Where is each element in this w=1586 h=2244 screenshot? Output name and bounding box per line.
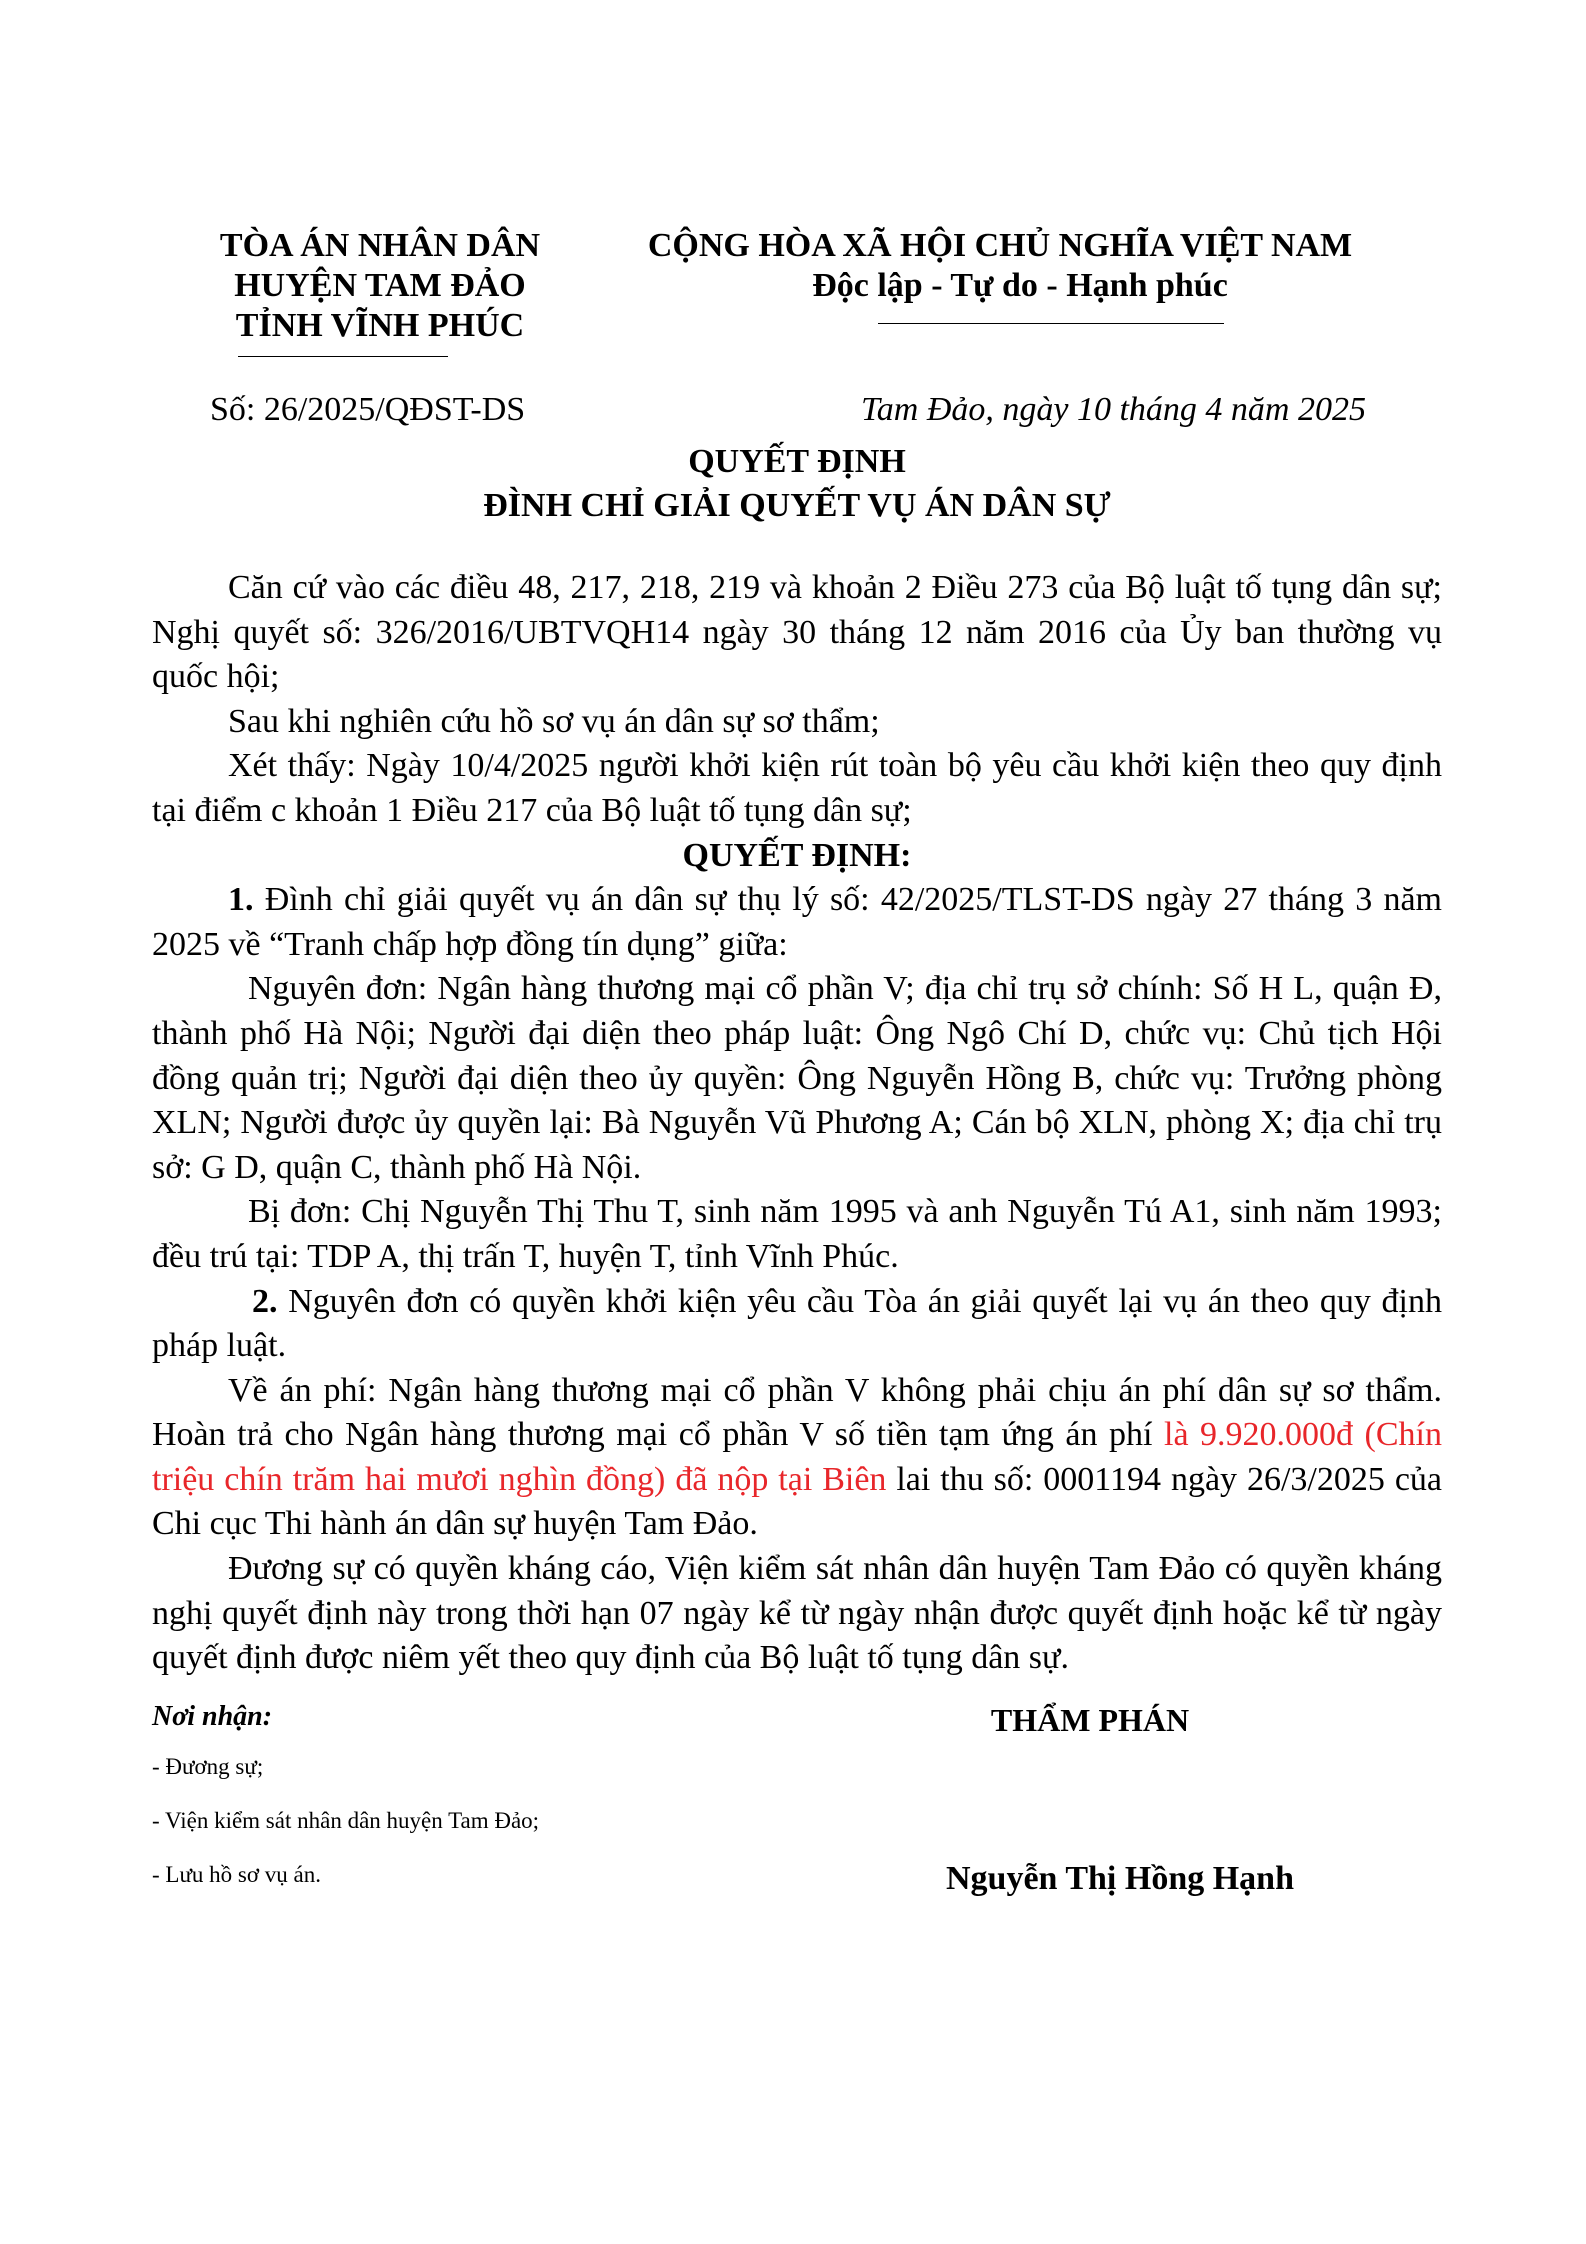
- nation-name: CỘNG HÒA XÃ HỘI CHỦ NGHĨA VIỆT NAM: [647, 227, 1353, 264]
- court-fee-paragraph: [152, 1369, 1442, 1547]
- plaintiff-paragraph: Nguyên đơn: Ngân hàng thương mại cổ phần V; địa chỉ trụ sở chính: Số H L, quận Đ, thành phố Hà Nội; Người đại diện theo pháp luật: Ông Ngô Chí D, chức vụ: Chủ tịch Hội đồng quản trị; Người đại diện theo ủy quyền: Ông Nguyễn Hồng B, chức vụ: Trưởng phòng XLN; Người được ủy quyền lại: Bà Nguyễn Vũ Phương A; Cán bộ XLN, phòng X; địa chỉ trụ sở: G D, quận C, thành phố Hà Nội.: [152, 970, 1442, 1186]
- signature-name: Nguyễn Thị Hồng Hạnh: [945, 1860, 1294, 1897]
- document-body: [152, 566, 1442, 1681]
- court-name-line2: HUYỆN TAM ĐẢO: [234, 267, 526, 304]
- defendant-paragraph: Bị đơn: Chị Nguyễn Thị Thu T, sinh năm 1995 và anh Nguyễn Tú A1, sinh năm 1993; đều trú tại: TDP A, thị trấn T, huyện T, tỉnh Vĩnh Phúc.: [152, 1193, 1442, 1275]
- nation-header: [620, 226, 1380, 306]
- item-2-text: Nguyên đơn có quyền khởi kiện yêu cầu Tòa án giải quyết lại vụ án theo quy định pháp luật.: [152, 1282, 1442, 1365]
- decision-item-1: [152, 878, 1442, 967]
- document-title: [152, 440, 1442, 528]
- document-number: Số: 26/2025/QĐST-DS: [210, 391, 526, 428]
- recipients-block: [152, 1700, 539, 1890]
- fee-text-part1: Về án phí: Ngân hàng thương mại cổ phần V không phải chịu án phí dân sự sơ thẩm. Hoàn trả cho Ngân hàng thương mại cổ phần V số tiền tạm ứng án phí: [152, 1371, 1442, 1454]
- place-date: Tam Đảo, ngày 10 tháng 4 năm 2025: [861, 391, 1366, 428]
- appeal-paragraph: Đương sự có quyền kháng cáo, Viện kiểm sát nhân dân huyện Tam Đảo có quyền kháng nghị quyết định này trong thời hạn 07 ngày kể từ ngày nhận được quyết định hoặc kể từ ngày quyết định được niêm yết theo quy định của Bộ luật tố tụng dân sự.: [152, 1550, 1442, 1677]
- study-paragraph: Sau khi nghiên cứu hồ sơ vụ án dân sự sơ thẩm;: [228, 702, 880, 740]
- fee-amount-highlight: là 9.920.000đ (Chín triệu chín trăm hai mươi nghìn đồng) đã nộp tại Biên: [152, 1416, 1443, 1498]
- court-name-line3: TỈNH VĨNH PHÚC: [235, 307, 525, 344]
- item-1-number: 1.: [228, 881, 254, 919]
- court-header-underline: [238, 356, 448, 357]
- signature-title: THẨM PHÁN: [990, 1702, 1190, 1738]
- recipient-item: - Lưu hồ sơ vụ án.: [152, 1862, 321, 1887]
- title-line2: ĐÌNH CHỈ GIẢI QUYẾT VỤ ÁN DÂN SỰ: [483, 487, 1111, 524]
- fee-text-part2: lai thu số: 0001194 ngày 26/3/2025 của Chi cục Thi hành án dân sự huyện Tam Đảo.: [152, 1460, 1442, 1543]
- recipient-item: - Đương sự;: [152, 1754, 264, 1779]
- recipient-item: - Viện kiểm sát nhân dân huyện Tam Đảo;: [152, 1808, 540, 1833]
- nation-header-underline: [878, 323, 1224, 324]
- title-line1: QUYẾT ĐỊNH: [688, 443, 906, 480]
- court-name-line1: TÒA ÁN NHÂN DÂN: [219, 227, 541, 264]
- recipients-label: Nơi nhận:: [152, 1701, 273, 1732]
- decision-heading: QUYẾT ĐỊNH:: [682, 836, 912, 874]
- consideration-paragraph: Xét thấy: Ngày 10/4/2025 người khởi kiện rút toàn bộ yêu cầu khởi kiện theo quy định tại điểm c khoản 1 Điều 217 của Bộ luật tố tụng dân sự;: [152, 747, 1442, 829]
- item-1-text: Đình chỉ giải quyết vụ án dân sự thụ lý số: 42/2025/TLST-DS ngày 27 tháng 3 năm 2025 về “Tranh chấp hợp đồng tín dụng” giữa:: [152, 881, 1442, 963]
- nation-motto: Độc lập - Tự do - Hạnh phúc: [812, 267, 1228, 304]
- basis-paragraph: Căn cứ vào các điều 48, 217, 218, 219 và khoản 2 Điều 273 của Bộ luật tố tụng dân sự; Nghị quyết số: 326/2016/UBTVQH14 ngày 30 tháng 12 năm 2016 của Ủy ban thường vụ quốc hội;: [152, 569, 1442, 696]
- decision-item-2: [152, 1280, 1442, 1369]
- item-2-number: 2.: [252, 1282, 278, 1320]
- court-header: [180, 226, 580, 346]
